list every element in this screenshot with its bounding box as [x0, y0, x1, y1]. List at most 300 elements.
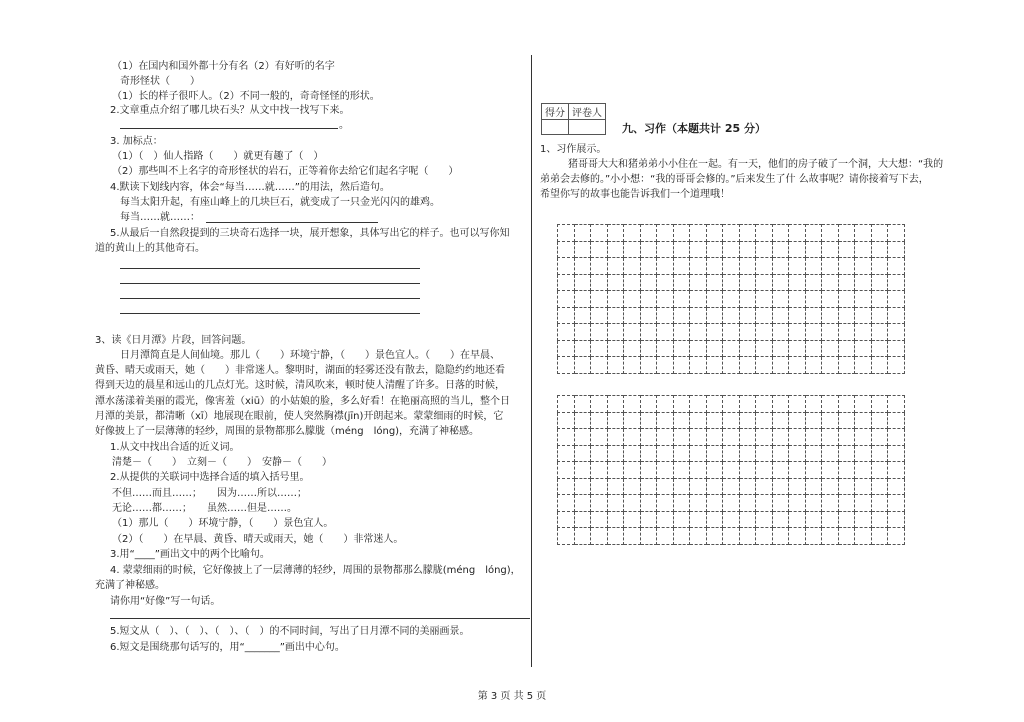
grid-cell[interactable]	[871, 495, 888, 512]
grid-cell[interactable]	[690, 274, 707, 291]
grid-cell[interactable]	[838, 462, 855, 479]
grid-cell[interactable]	[838, 307, 855, 324]
grid-cell[interactable]	[723, 495, 740, 512]
grid-cell[interactable]	[558, 478, 575, 495]
grid-cell[interactable]	[558, 357, 575, 374]
grid-cell[interactable]	[805, 307, 822, 324]
grid-cell[interactable]	[558, 511, 575, 528]
grid-cell[interactable]	[822, 274, 839, 291]
grid-cell[interactable]	[706, 528, 723, 545]
grid-cell[interactable]	[607, 291, 624, 308]
grid-cell[interactable]	[690, 412, 707, 429]
grid-cell[interactable]	[723, 412, 740, 429]
grid-cell[interactable]	[756, 495, 773, 512]
grid-cell[interactable]	[822, 258, 839, 275]
grid-cell[interactable]	[624, 291, 641, 308]
grid-cell[interactable]	[855, 478, 872, 495]
grid-cell[interactable]	[805, 274, 822, 291]
grid-cell[interactable]	[673, 396, 690, 413]
grid-cell[interactable]	[888, 396, 905, 413]
grid-cell[interactable]	[640, 429, 657, 446]
grid-cell[interactable]	[772, 462, 789, 479]
grid-cell[interactable]	[871, 225, 888, 242]
grid-cell[interactable]	[706, 324, 723, 341]
grid-cell[interactable]	[657, 445, 674, 462]
grid-cell[interactable]	[822, 225, 839, 242]
grid-cell[interactable]	[607, 495, 624, 512]
grid-cell[interactable]	[690, 357, 707, 374]
grid-cell[interactable]	[756, 291, 773, 308]
grid-cell[interactable]	[822, 324, 839, 341]
grid-cell[interactable]	[574, 324, 591, 341]
grid-cell[interactable]	[690, 511, 707, 528]
grid-cell[interactable]	[607, 307, 624, 324]
grid-cell[interactable]	[690, 495, 707, 512]
grid-cell[interactable]	[855, 462, 872, 479]
grid-cell[interactable]	[838, 478, 855, 495]
grid-cell[interactable]	[624, 324, 641, 341]
grid-cell[interactable]	[558, 495, 575, 512]
grid-cell[interactable]	[624, 241, 641, 258]
grid-cell[interactable]	[805, 241, 822, 258]
grid-cell[interactable]	[640, 241, 657, 258]
grid-cell[interactable]	[838, 324, 855, 341]
grid-cell[interactable]	[624, 225, 641, 242]
grid-cell[interactable]	[640, 274, 657, 291]
grid-cell[interactable]	[855, 258, 872, 275]
grid-cell[interactable]	[739, 495, 756, 512]
grid-cell[interactable]	[607, 462, 624, 479]
grid-cell[interactable]	[756, 462, 773, 479]
grid-cell[interactable]	[624, 357, 641, 374]
grid-cell[interactable]	[591, 429, 608, 446]
grid-cell[interactable]	[822, 478, 839, 495]
grid-cell[interactable]	[805, 357, 822, 374]
grid-cell[interactable]	[822, 528, 839, 545]
grid-cell[interactable]	[871, 412, 888, 429]
grid-cell[interactable]	[838, 511, 855, 528]
grid-cell[interactable]	[640, 511, 657, 528]
grid-cell[interactable]	[706, 445, 723, 462]
grid-cell[interactable]	[855, 528, 872, 545]
grid-cell[interactable]	[756, 528, 773, 545]
grid-cell[interactable]	[673, 307, 690, 324]
grid-cell[interactable]	[888, 528, 905, 545]
grid-cell[interactable]	[706, 462, 723, 479]
grid-cell[interactable]	[739, 241, 756, 258]
grid-cell[interactable]	[723, 528, 740, 545]
grid-cell[interactable]	[558, 412, 575, 429]
grid-cell[interactable]	[673, 258, 690, 275]
grid-cell[interactable]	[772, 495, 789, 512]
grid-cell[interactable]	[855, 429, 872, 446]
grid-cell[interactable]	[591, 511, 608, 528]
grid-cell[interactable]	[871, 445, 888, 462]
grid-cell[interactable]	[871, 429, 888, 446]
grid-cell[interactable]	[690, 258, 707, 275]
grid-cell[interactable]	[673, 225, 690, 242]
grid-cell[interactable]	[723, 445, 740, 462]
grid-cell[interactable]	[591, 528, 608, 545]
grid-cell[interactable]	[838, 495, 855, 512]
grid-cell[interactable]	[640, 396, 657, 413]
grid-cell[interactable]	[673, 241, 690, 258]
grid-cell[interactable]	[591, 324, 608, 341]
grid-cell[interactable]	[772, 340, 789, 357]
grid-cell[interactable]	[888, 445, 905, 462]
grid-cell[interactable]	[673, 462, 690, 479]
grid-cell[interactable]	[789, 412, 806, 429]
grid-cell[interactable]	[772, 225, 789, 242]
grid-cell[interactable]	[723, 478, 740, 495]
grid-cell[interactable]	[888, 307, 905, 324]
grid-cell[interactable]	[574, 495, 591, 512]
grid-cell[interactable]	[706, 307, 723, 324]
grid-cell[interactable]	[706, 241, 723, 258]
grid-cell[interactable]	[607, 511, 624, 528]
grid-cell[interactable]	[871, 307, 888, 324]
grid-cell[interactable]	[673, 495, 690, 512]
grid-cell[interactable]	[657, 340, 674, 357]
grid-cell[interactable]	[574, 274, 591, 291]
grid-cell[interactable]	[607, 429, 624, 446]
grid-cell[interactable]	[739, 258, 756, 275]
grid-cell[interactable]	[838, 258, 855, 275]
grid-cell[interactable]	[723, 274, 740, 291]
grid-cell[interactable]	[838, 340, 855, 357]
grid-cell[interactable]	[657, 357, 674, 374]
grid-cell[interactable]	[789, 429, 806, 446]
grid-cell[interactable]	[772, 396, 789, 413]
grid-cell[interactable]	[591, 274, 608, 291]
grid-cell[interactable]	[756, 412, 773, 429]
grid-cell[interactable]	[723, 511, 740, 528]
grid-cell[interactable]	[789, 307, 806, 324]
grid-cell[interactable]	[805, 225, 822, 242]
grid-cell[interactable]	[888, 324, 905, 341]
grid-cell[interactable]	[855, 340, 872, 357]
grid-cell[interactable]	[673, 324, 690, 341]
grid-cell[interactable]	[558, 396, 575, 413]
grid-cell[interactable]	[756, 511, 773, 528]
grid-cell[interactable]	[723, 307, 740, 324]
grid-cell[interactable]	[871, 340, 888, 357]
grid-cell[interactable]	[805, 429, 822, 446]
grid-cell[interactable]	[607, 445, 624, 462]
grid-cell[interactable]	[855, 307, 872, 324]
grid-cell[interactable]	[756, 429, 773, 446]
grid-cell[interactable]	[772, 412, 789, 429]
grid-cell[interactable]	[690, 478, 707, 495]
grid-cell[interactable]	[772, 307, 789, 324]
grid-cell[interactable]	[888, 291, 905, 308]
grid-cell[interactable]	[855, 241, 872, 258]
grid-cell[interactable]	[789, 396, 806, 413]
grid-cell[interactable]	[822, 307, 839, 324]
grid-cell[interactable]	[772, 511, 789, 528]
grid-cell[interactable]	[772, 324, 789, 341]
grid-cell[interactable]	[723, 429, 740, 446]
grid-cell[interactable]	[558, 429, 575, 446]
grid-cell[interactable]	[591, 478, 608, 495]
grid-cell[interactable]	[789, 225, 806, 242]
grid-cell[interactable]	[822, 429, 839, 446]
grid-cell[interactable]	[789, 478, 806, 495]
grid-cell[interactable]	[706, 258, 723, 275]
grid-cell[interactable]	[871, 324, 888, 341]
grid-cell[interactable]	[855, 412, 872, 429]
grid-cell[interactable]	[706, 274, 723, 291]
grid-cell[interactable]	[690, 528, 707, 545]
grid-cell[interactable]	[673, 445, 690, 462]
grid-cell[interactable]	[640, 412, 657, 429]
grid-cell[interactable]	[690, 396, 707, 413]
grid-cell[interactable]	[574, 241, 591, 258]
grid-cell[interactable]	[640, 291, 657, 308]
grid-cell[interactable]	[607, 412, 624, 429]
grid-cell[interactable]	[855, 291, 872, 308]
grid-cell[interactable]	[574, 340, 591, 357]
grid-cell[interactable]	[574, 225, 591, 242]
grid-cell[interactable]	[789, 291, 806, 308]
grid-cell[interactable]	[673, 340, 690, 357]
grid-cell[interactable]	[673, 291, 690, 308]
grid-cell[interactable]	[558, 462, 575, 479]
grid-cell[interactable]	[574, 396, 591, 413]
grid-cell[interactable]	[838, 357, 855, 374]
grid-cell[interactable]	[888, 274, 905, 291]
grid-cell[interactable]	[574, 462, 591, 479]
grid-cell[interactable]	[789, 241, 806, 258]
grid-cell[interactable]	[871, 478, 888, 495]
grid-cell[interactable]	[739, 396, 756, 413]
grid-cell[interactable]	[756, 274, 773, 291]
grid-cell[interactable]	[657, 478, 674, 495]
grid-cell[interactable]	[822, 396, 839, 413]
grid-cell[interactable]	[657, 412, 674, 429]
grid-cell[interactable]	[739, 225, 756, 242]
grid-cell[interactable]	[657, 225, 674, 242]
grid-cell[interactable]	[805, 258, 822, 275]
grid-cell[interactable]	[607, 258, 624, 275]
grid-cell[interactable]	[789, 511, 806, 528]
grid-cell[interactable]	[657, 528, 674, 545]
grid-cell[interactable]	[805, 340, 822, 357]
grid-cell[interactable]	[558, 445, 575, 462]
grid-cell[interactable]	[558, 324, 575, 341]
grid-cell[interactable]	[624, 307, 641, 324]
grid-cell[interactable]	[822, 412, 839, 429]
grid-cell[interactable]	[591, 396, 608, 413]
grid-cell[interactable]	[657, 511, 674, 528]
grid-cell[interactable]	[772, 274, 789, 291]
grid-cell[interactable]	[706, 478, 723, 495]
grid-cell[interactable]	[855, 324, 872, 341]
grid-cell[interactable]	[607, 396, 624, 413]
grid-cell[interactable]	[855, 396, 872, 413]
grid-cell[interactable]	[838, 291, 855, 308]
grid-cell[interactable]	[558, 241, 575, 258]
grid-cell[interactable]	[558, 340, 575, 357]
grid-cell[interactable]	[574, 511, 591, 528]
grid-cell[interactable]	[756, 258, 773, 275]
grid-cell[interactable]	[706, 429, 723, 446]
grid-cell[interactable]	[591, 445, 608, 462]
grid-cell[interactable]	[756, 324, 773, 341]
grid-cell[interactable]	[706, 412, 723, 429]
grid-cell[interactable]	[657, 274, 674, 291]
grid-cell[interactable]	[888, 462, 905, 479]
grid-cell[interactable]	[574, 478, 591, 495]
grid-cell[interactable]	[624, 445, 641, 462]
grid-cell[interactable]	[822, 495, 839, 512]
grid-cell[interactable]	[838, 429, 855, 446]
grid-cell[interactable]	[723, 241, 740, 258]
grid-cell[interactable]	[640, 340, 657, 357]
grid-cell[interactable]	[739, 528, 756, 545]
grid-cell[interactable]	[838, 274, 855, 291]
grid-cell[interactable]	[690, 324, 707, 341]
grid-cell[interactable]	[657, 307, 674, 324]
grid-cell[interactable]	[822, 241, 839, 258]
grid-cell[interactable]	[640, 225, 657, 242]
grid-cell[interactable]	[772, 291, 789, 308]
grid-cell[interactable]	[756, 396, 773, 413]
grid-cell[interactable]	[871, 357, 888, 374]
grid-cell[interactable]	[822, 511, 839, 528]
grid-cell[interactable]	[805, 495, 822, 512]
grid-cell[interactable]	[657, 495, 674, 512]
grid-cell[interactable]	[838, 412, 855, 429]
grid-cell[interactable]	[723, 357, 740, 374]
grid-cell[interactable]	[706, 511, 723, 528]
grid-cell[interactable]	[657, 258, 674, 275]
grid-cell[interactable]	[657, 291, 674, 308]
grid-cell[interactable]	[673, 274, 690, 291]
grid-cell[interactable]	[624, 274, 641, 291]
grid-cell[interactable]	[574, 258, 591, 275]
grid-cell[interactable]	[624, 462, 641, 479]
grid-cell[interactable]	[690, 307, 707, 324]
grid-cell[interactable]	[624, 340, 641, 357]
grid-cell[interactable]	[591, 412, 608, 429]
writing-grid-bottom[interactable]	[557, 395, 905, 545]
grid-cell[interactable]	[888, 495, 905, 512]
grid-cell[interactable]	[805, 396, 822, 413]
grid-cell[interactable]	[838, 528, 855, 545]
grid-cell[interactable]	[624, 495, 641, 512]
grid-cell[interactable]	[591, 340, 608, 357]
grid-cell[interactable]	[739, 445, 756, 462]
grid-cell[interactable]	[789, 258, 806, 275]
grid-cell[interactable]	[739, 429, 756, 446]
grid-cell[interactable]	[640, 357, 657, 374]
grid-cell[interactable]	[739, 324, 756, 341]
grid-cell[interactable]	[558, 258, 575, 275]
grid-cell[interactable]	[855, 495, 872, 512]
grid-cell[interactable]	[805, 291, 822, 308]
grid-cell[interactable]	[706, 340, 723, 357]
grid-cell[interactable]	[789, 445, 806, 462]
grid-cell[interactable]	[756, 357, 773, 374]
grid-cell[interactable]	[624, 528, 641, 545]
grid-cell[interactable]	[789, 340, 806, 357]
grid-cell[interactable]	[805, 324, 822, 341]
grid-cell[interactable]	[855, 445, 872, 462]
grid-cell[interactable]	[574, 357, 591, 374]
grid-cell[interactable]	[574, 445, 591, 462]
grid-cell[interactable]	[822, 462, 839, 479]
grid-cell[interactable]	[739, 478, 756, 495]
grid-cell[interactable]	[756, 307, 773, 324]
grid-cell[interactable]	[756, 340, 773, 357]
grid-cell[interactable]	[789, 495, 806, 512]
grid-cell[interactable]	[558, 291, 575, 308]
grid-cell[interactable]	[805, 511, 822, 528]
grid-cell[interactable]	[723, 291, 740, 308]
grid-cell[interactable]	[822, 357, 839, 374]
grid-cell[interactable]	[871, 291, 888, 308]
grid-cell[interactable]	[624, 396, 641, 413]
grid-cell[interactable]	[690, 429, 707, 446]
grid-cell[interactable]	[739, 357, 756, 374]
grid-cell[interactable]	[888, 258, 905, 275]
grid-cell[interactable]	[657, 396, 674, 413]
grid-cell[interactable]	[772, 445, 789, 462]
grid-cell[interactable]	[723, 462, 740, 479]
grid-cell[interactable]	[591, 462, 608, 479]
grid-cell[interactable]	[888, 241, 905, 258]
grid-cell[interactable]	[657, 429, 674, 446]
grid-cell[interactable]	[607, 324, 624, 341]
grid-cell[interactable]	[657, 462, 674, 479]
grid-cell[interactable]	[640, 495, 657, 512]
grid-cell[interactable]	[640, 307, 657, 324]
grid-cell[interactable]	[673, 429, 690, 446]
grid-cell[interactable]	[624, 429, 641, 446]
grid-cell[interactable]	[574, 412, 591, 429]
grid-cell[interactable]	[607, 340, 624, 357]
grid-cell[interactable]	[739, 274, 756, 291]
grid-cell[interactable]	[739, 462, 756, 479]
grid-cell[interactable]	[772, 528, 789, 545]
grid-cell[interactable]	[739, 307, 756, 324]
grid-cell[interactable]	[624, 412, 641, 429]
grid-cell[interactable]	[822, 291, 839, 308]
grid-cell[interactable]	[772, 429, 789, 446]
grid-cell[interactable]	[591, 291, 608, 308]
grid-cell[interactable]	[706, 291, 723, 308]
grid-cell[interactable]	[673, 528, 690, 545]
grid-cell[interactable]	[640, 478, 657, 495]
grid-cell[interactable]	[624, 511, 641, 528]
grid-cell[interactable]	[591, 495, 608, 512]
grid-cell[interactable]	[706, 225, 723, 242]
grid-cell[interactable]	[607, 225, 624, 242]
grid-cell[interactable]	[739, 340, 756, 357]
writing-grid-top[interactable]	[557, 224, 905, 374]
grid-cell[interactable]	[690, 445, 707, 462]
grid-cell[interactable]	[574, 307, 591, 324]
grid-cell[interactable]	[558, 274, 575, 291]
grid-cell[interactable]	[871, 258, 888, 275]
grid-cell[interactable]	[805, 412, 822, 429]
grid-cell[interactable]	[607, 478, 624, 495]
grid-cell[interactable]	[558, 225, 575, 242]
grid-cell[interactable]	[756, 445, 773, 462]
grid-cell[interactable]	[624, 478, 641, 495]
grid-cell[interactable]	[838, 445, 855, 462]
